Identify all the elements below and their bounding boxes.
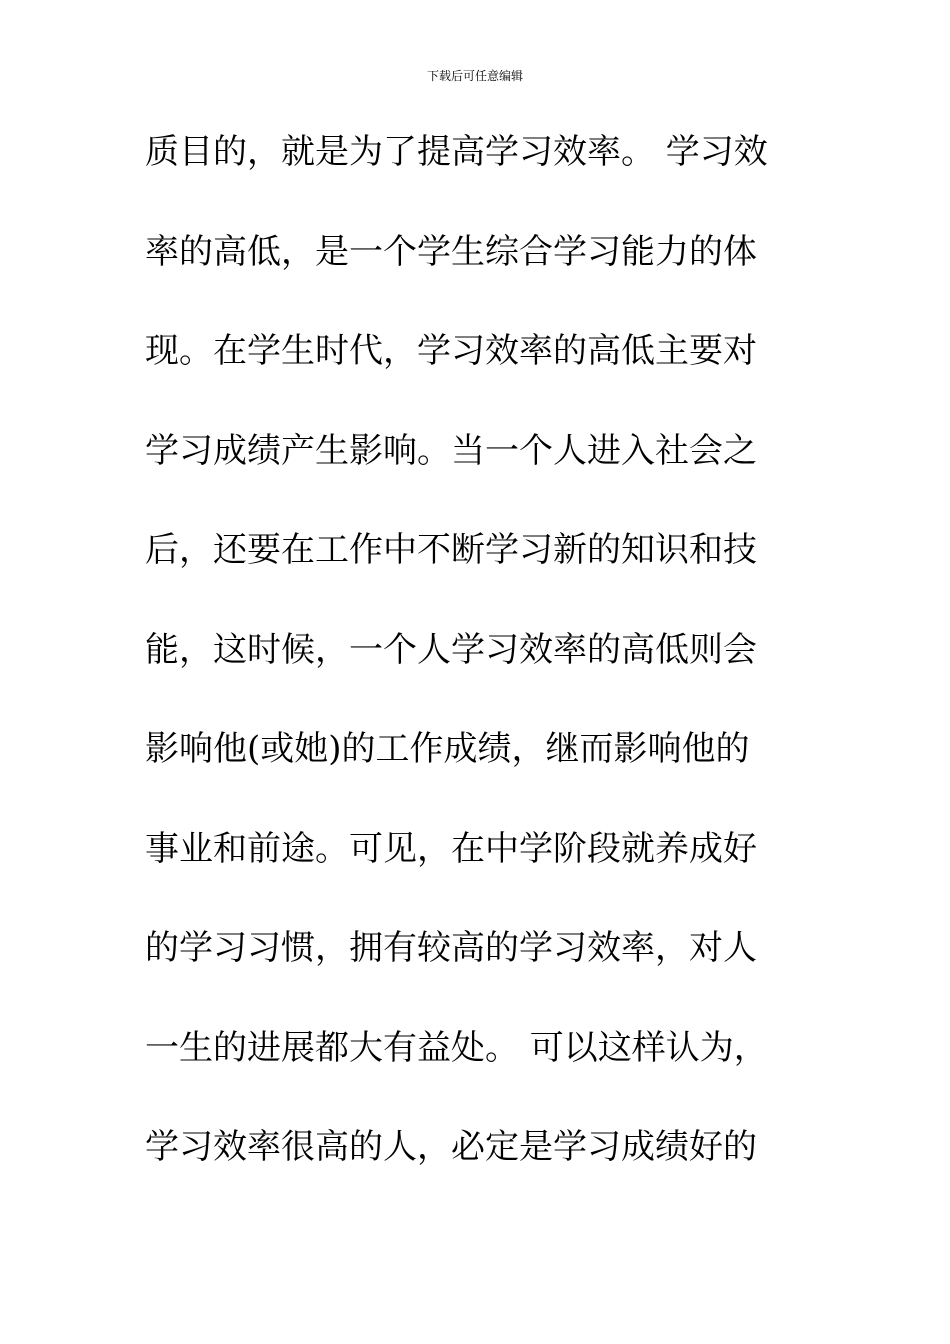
text-line: 的学习习惯，拥有较高的学习效率，对人 bbox=[145, 928, 757, 968]
text-line: 率的高低，是一个学生综合学习能力的体 bbox=[145, 231, 757, 272]
text-line: 影响他(或她)的工作成绩，继而影响他的 bbox=[145, 729, 750, 769]
text-line: 学习成绩产生影响。当一个人进入社会之 bbox=[145, 430, 757, 471]
text-line: 现。在学生时代，学习效率的高低主要对 bbox=[145, 331, 757, 371]
text-line: 质目的，就是为了提高学习效率。 学习效 bbox=[145, 132, 768, 172]
body-text bbox=[145, 122, 825, 1217]
text-line: 能，这时候，一个人学习效率的高低则会 bbox=[145, 629, 757, 670]
text-line: 一生的进展都大有益处。 可以这样认为， bbox=[145, 1027, 768, 1068]
text-line: 后，还要在工作中不断学习新的知识和技 bbox=[145, 530, 757, 570]
text-line: 学习效率很高的人，必定是学习成绩好的 bbox=[145, 1127, 757, 1167]
text-line: 事业和前途。可见，在中学阶段就养成好 bbox=[145, 828, 757, 869]
header-note: 下载后可任意编辑 bbox=[426, 69, 523, 83]
